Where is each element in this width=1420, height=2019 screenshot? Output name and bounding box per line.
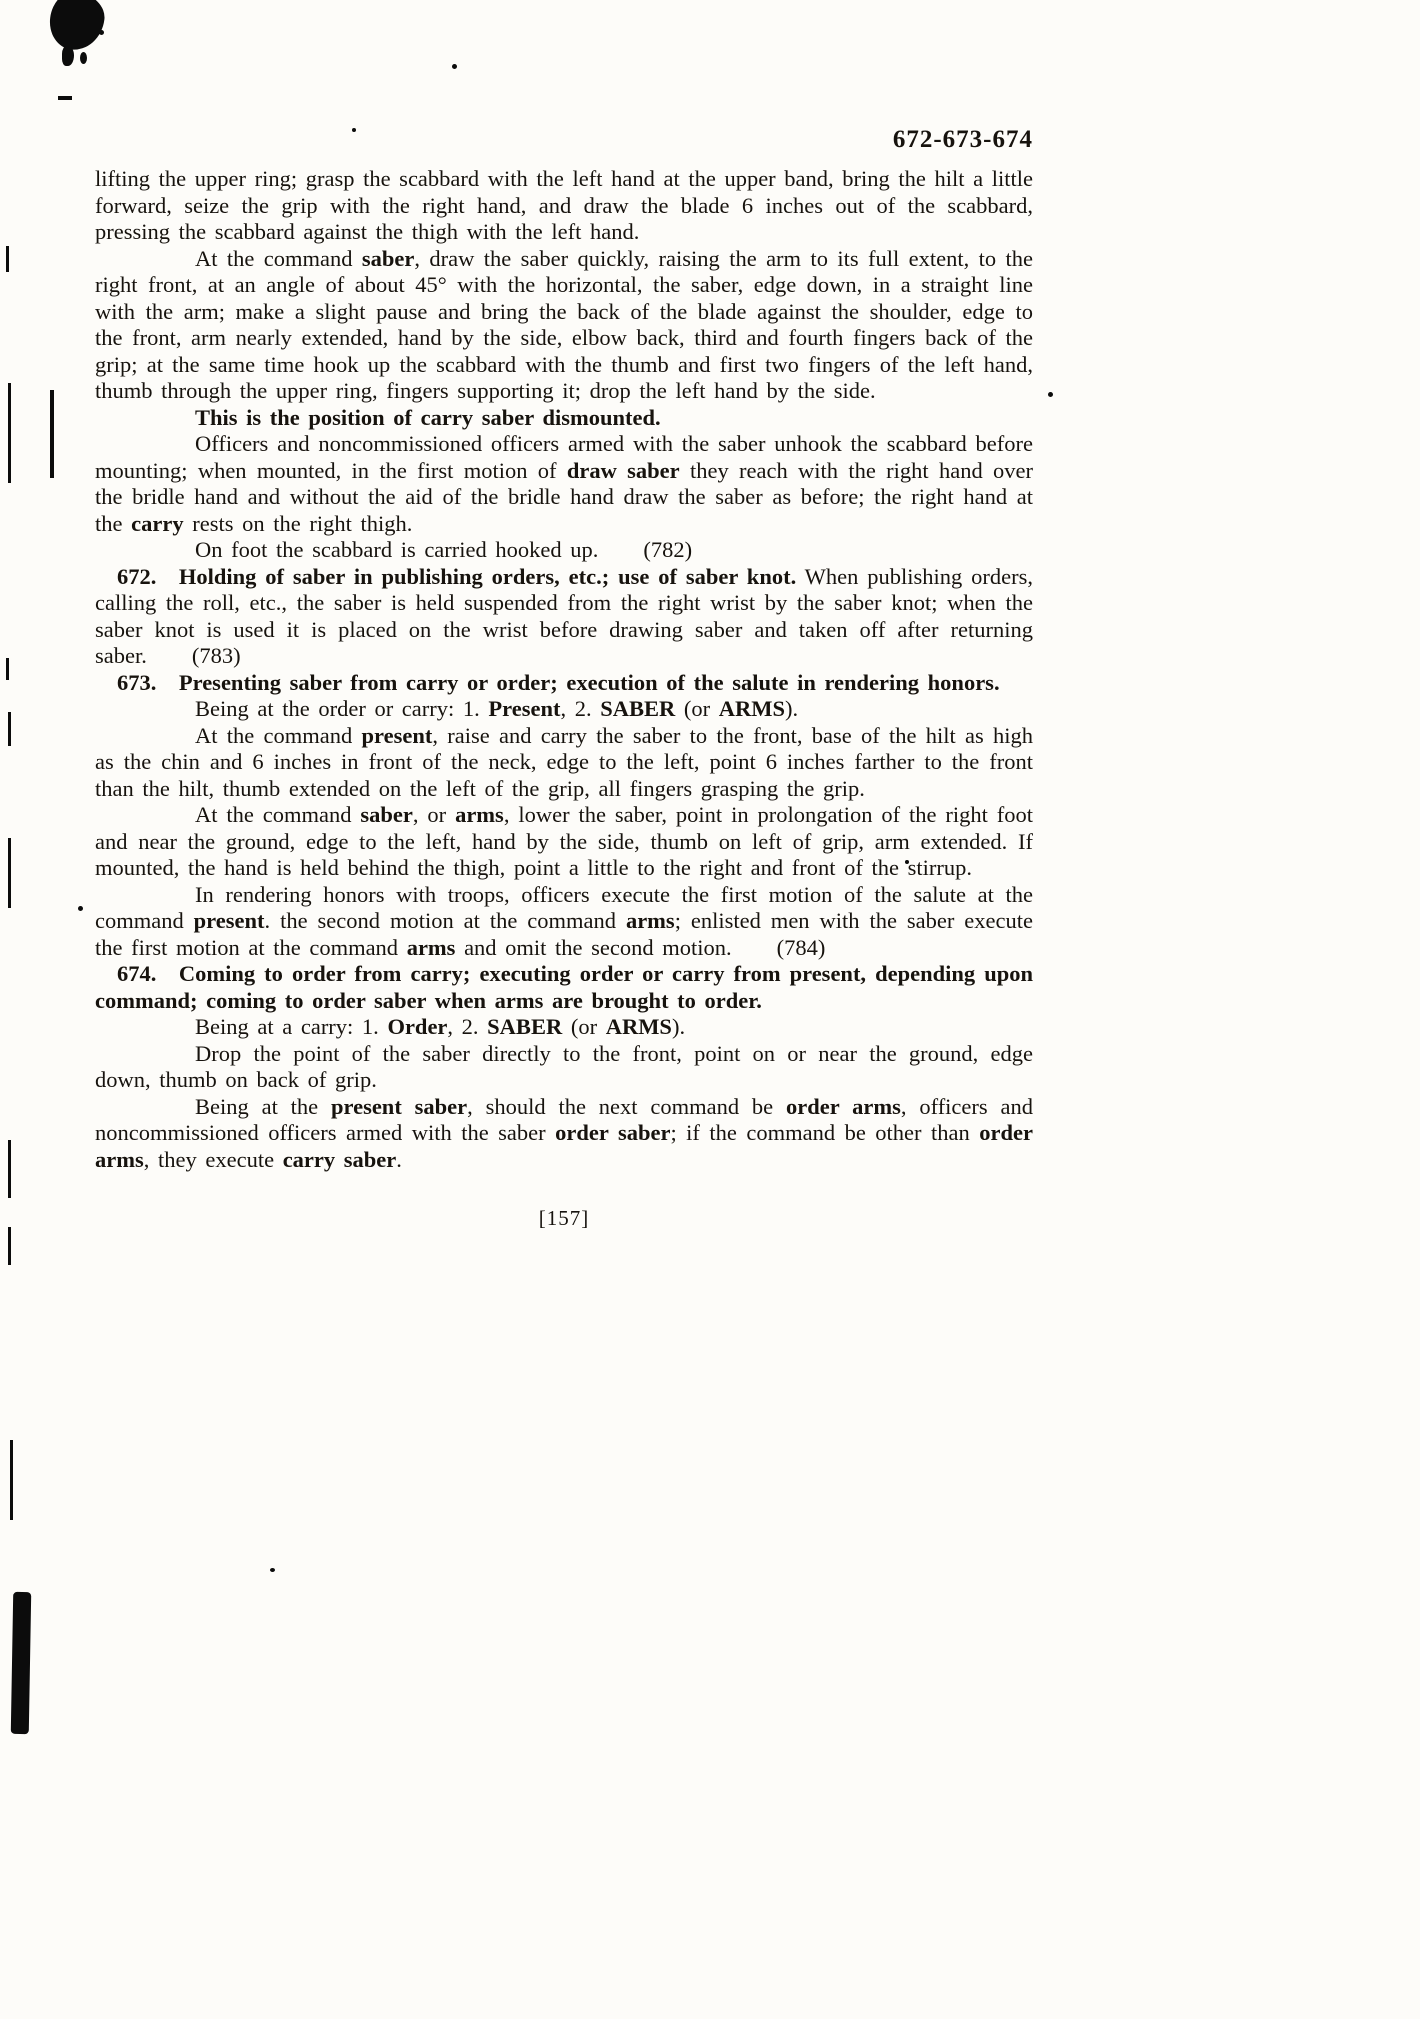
- page-number: [157]: [538, 1206, 590, 1230]
- page-body: [95, 166, 1033, 1232]
- bold-text-run: order arms: [95, 1120, 1033, 1172]
- text-run: At the command: [195, 245, 362, 271]
- bold-text-run: 672. Holding of saber in publishing orders, etc.; use of saber knot.: [117, 563, 797, 589]
- scan-artifact: [1048, 392, 1053, 397]
- bold-text-run: present saber: [330, 1093, 468, 1119]
- bold-text-run: draw saber: [566, 457, 680, 483]
- bold-text-run: present: [193, 908, 265, 933]
- page-header-section-numbers: 672-673-674: [892, 126, 1033, 153]
- paragraph: [95, 723, 1033, 803]
- paragraph: [95, 564, 1033, 670]
- paragraphs: [95, 166, 1033, 1173]
- bold-text-run: Present: [488, 696, 561, 721]
- text-run: On foot the scabbard is carried hooked up. (782): [195, 537, 693, 562]
- ink-blot: [80, 52, 87, 64]
- paragraph: [95, 1041, 1033, 1094]
- text-run: . the second motion at the command: [264, 908, 626, 933]
- bold-text-run: saber: [361, 245, 415, 271]
- scan-artifact: [8, 383, 11, 483]
- text-run: ; enlisted men with the saber execute the first motion at the command: [95, 908, 1033, 960]
- scan-artifact: [10, 1440, 13, 1520]
- bold-text-run: carry saber: [282, 1146, 397, 1172]
- bold-text-run: arms: [455, 802, 504, 827]
- ink-blot: [62, 46, 74, 66]
- text-run: rests on the right thigh.: [183, 510, 413, 536]
- bold-text-run: ARMS: [718, 696, 785, 721]
- text-run: Drop the point of the saber directly to the front, point on or near the ground, edge down, thumb on back of grip.: [95, 1040, 1033, 1092]
- text-run: (or: [675, 696, 719, 721]
- bold-text-run: SABER: [600, 696, 676, 721]
- text-run: .: [396, 1146, 402, 1172]
- paragraph: [95, 537, 1033, 564]
- text-run: , or: [412, 802, 456, 827]
- text-run: At the command: [195, 802, 361, 827]
- text-run: Being at the order or carry: 1.: [195, 696, 489, 721]
- scan-artifact: [6, 658, 9, 680]
- text-run: Being at the: [195, 1093, 331, 1119]
- text-run: ).: [671, 1014, 686, 1039]
- text-run: , should the next command be: [467, 1093, 786, 1119]
- bold-text-run: 673. Presenting saber from carry or order; execution of the salute in rendering honors.: [117, 669, 1000, 695]
- bold-text-run: This is the position of carry saber dismounted.: [195, 404, 661, 430]
- scan-artifact: [78, 906, 83, 911]
- paragraph: [95, 670, 1033, 697]
- text-run: When publishing orders, calling the roll, etc., the saber is held suspended from the right wrist by the saber knot; when the saber knot is used it is placed on the wrist before drawing saber and taken off after returning saber. (783): [95, 563, 1033, 668]
- text-run: , raise and carry the saber to the front, base of the hilt as high as the chin and 6 inches in front of the neck, edge to the left, point 6 inches farther to the front than the hilt, thumb extended on the left of the grip, all fingers grasping the grip.: [95, 722, 1034, 801]
- scan-artifact: [6, 246, 9, 272]
- paragraph: [95, 802, 1033, 882]
- text-run: At the command: [195, 722, 362, 748]
- paragraph: [95, 405, 1033, 432]
- paragraph: [95, 1094, 1033, 1174]
- text-run: In rendering honors with troops, officers execute the first motion of the salute at the command: [95, 881, 1033, 933]
- text-run: , 2.: [447, 1014, 488, 1039]
- text-run: , lower the saber, point in prolongation of the right foot and near the ground, edge to the left, hand by the side, thumb on left of grip, arm extended. If mounted, the hand is held behind the thigh, point a little to the right and front of the stirrup.: [95, 802, 1033, 880]
- paragraph: [95, 696, 1033, 723]
- text-run: , draw the saber quickly, raising the arm to its full extent, to the right front, at an angle of about 45° with the horizontal, the saber, edge down, in a straight line with the arm; make a slight pause and bring the back of the blade against the shoulder, edge to the front, arm nearly extended, hand by the side, elbow back, third and fourth fingers back of the grip; at the same time hook up the scabbard with the thumb and first two fingers of the left hand, thumb through the upper ring, fingers supporting it; drop the left hand by the side.: [95, 245, 1033, 403]
- bold-text-run: carry: [131, 510, 184, 536]
- bold-text-run: present: [361, 722, 433, 748]
- text-run: , 2.: [560, 696, 601, 721]
- scan-artifact: [11, 1592, 31, 1734]
- text-run: (or: [562, 1014, 606, 1039]
- scan-artifact: [8, 1140, 11, 1198]
- ink-blot: [99, 30, 104, 35]
- text-run: they reach with the right hand over the bridle hand and without the aid of the bridle hand draw the saber as before; the right hand at the: [95, 457, 1033, 536]
- paragraph: [95, 882, 1033, 962]
- scan-artifact: [8, 838, 11, 908]
- ink-blot: [47, 0, 108, 53]
- text-run: ).: [785, 696, 799, 721]
- bold-text-run: order saber: [555, 1120, 671, 1145]
- bold-text-run: Order: [387, 1014, 448, 1039]
- bold-text-run: order arms: [786, 1093, 901, 1119]
- scan-artifact: [270, 1568, 275, 1572]
- bold-text-run: ARMS: [605, 1014, 672, 1039]
- paragraph: [95, 961, 1033, 1014]
- bold-text-run: SABER: [487, 1014, 563, 1039]
- bold-text-run: arms: [406, 934, 456, 960]
- text-run: and omit the second motion. (784): [455, 934, 826, 960]
- bold-text-run: 674. Coming to order from carry; executing order or carry from present, depending upon command; coming to order saber when arms are brought to order.: [95, 961, 1033, 1013]
- text-run: , officers and noncommissioned officers armed with the saber: [95, 1093, 1033, 1145]
- text-run: Being at a carry: 1.: [195, 1014, 388, 1039]
- bold-text-run: saber: [360, 802, 413, 827]
- paragraph: [95, 1014, 1033, 1041]
- scan-artifact: [8, 1227, 11, 1265]
- scan-artifact: [58, 96, 72, 100]
- bold-text-run: arms: [625, 908, 675, 933]
- scan-artifact: [50, 390, 54, 478]
- scan-artifact: [452, 64, 457, 69]
- scan-artifact: [8, 712, 11, 746]
- paragraph: [95, 246, 1033, 405]
- paragraph: [95, 166, 1033, 246]
- paragraph: [95, 431, 1033, 537]
- text-run: ; if the command be other than: [670, 1120, 980, 1145]
- text-run: Officers and noncommissioned officers armed with the saber unhook the scabbard before mounting; when mounted, in the first motion of: [95, 431, 1033, 483]
- text-run: lifting the upper ring; grasp the scabbard with the left hand at the upper band, bring the hilt a little forward, seize the grip with the right hand, and draw the blade 6 inches out of the scabbard, pressing the scabbard against the thigh with the left hand.: [95, 166, 1034, 244]
- text-run: , they execute: [143, 1146, 283, 1172]
